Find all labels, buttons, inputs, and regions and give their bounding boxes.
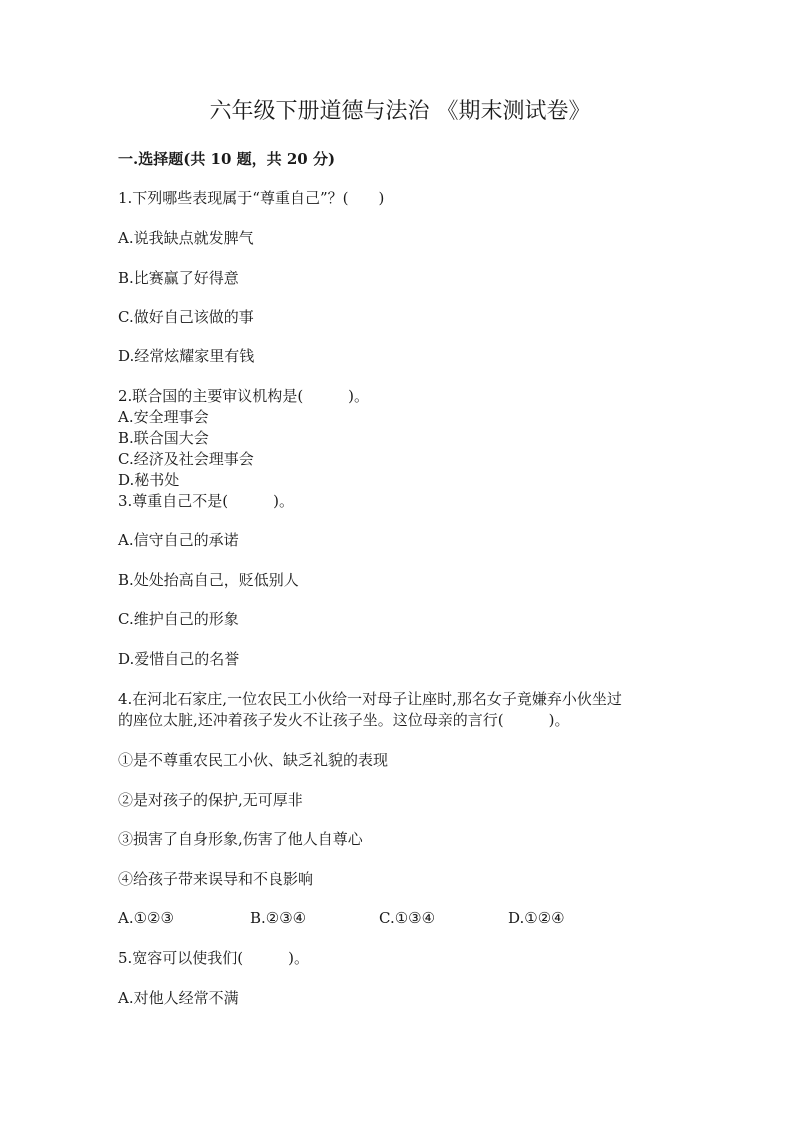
question-4-statement-2: ②是对孩子的保护,无可厚非 (118, 791, 303, 809)
question-1-option-a: A.说我缺点就发脾气 (118, 229, 254, 247)
question-1-option-d: D.经常炫耀家里有钱 (118, 347, 255, 365)
question-4-stem-line-1: 4.在河北石家庄,一位农民工小伙给一对母子让座时,那名女子竟嫌弃小伙坐过 (118, 690, 622, 708)
question-1-option-c: C.做好自己该做的事 (118, 308, 254, 326)
question-2-option-b: B.联合国大会 (118, 429, 209, 447)
question-1-stem: 1.下列哪些表现属于“尊重自己”？( ) (118, 189, 385, 207)
question-4-statement-1: ①是不尊重农民工小伙、缺乏礼貌的表现 (118, 751, 389, 769)
question-3-option-b: B.处处抬高自己，贬低别人 (118, 571, 299, 589)
question-3-stem: 3.尊重自己不是( )。 (118, 492, 295, 510)
question-2-option-c: C.经济及社会理事会 (118, 450, 254, 468)
question-3-option-a: A.信守自己的承诺 (118, 531, 239, 549)
question-2-option-a: A.安全理事会 (118, 408, 209, 426)
question-4-option-a: A.①②③ (118, 909, 174, 927)
question-2-option-d: D.秘书处 (118, 471, 180, 489)
question-4-option-d: D.①②④ (508, 909, 565, 927)
exam-title: 六年级下册道德与法治 《期末测试卷》 (209, 99, 591, 124)
question-4-option-c: C.①③④ (379, 909, 436, 927)
question-4-stem-line-2: 的座位太脏,还冲着孩子发火不让孩子坐。这位母亲的言行( )。 (118, 711, 570, 729)
question-4-statement-4: ④给孩子带来误导和不良影响 (118, 870, 314, 888)
question-4-statement-3: ③损害了自身形象,伤害了他人自尊心 (118, 830, 363, 848)
question-5-option-a: A.对他人经常不满 (118, 989, 239, 1007)
question-3-option-d: D.爱惜自己的名誉 (118, 650, 240, 668)
section-heading: 一.选择题(共 10 题，共 20 分) (118, 150, 336, 168)
question-2-stem: 2.联合国的主要审议机构是( )。 (118, 387, 370, 405)
question-4-option-b: B.②③④ (250, 909, 307, 927)
question-3-option-c: C.维护自己的形象 (118, 610, 239, 628)
question-1-option-b: B.比赛赢了好得意 (118, 269, 239, 287)
question-4-options (118, 908, 718, 928)
question-5-stem: 5.宽容可以使我们( )。 (118, 949, 310, 967)
